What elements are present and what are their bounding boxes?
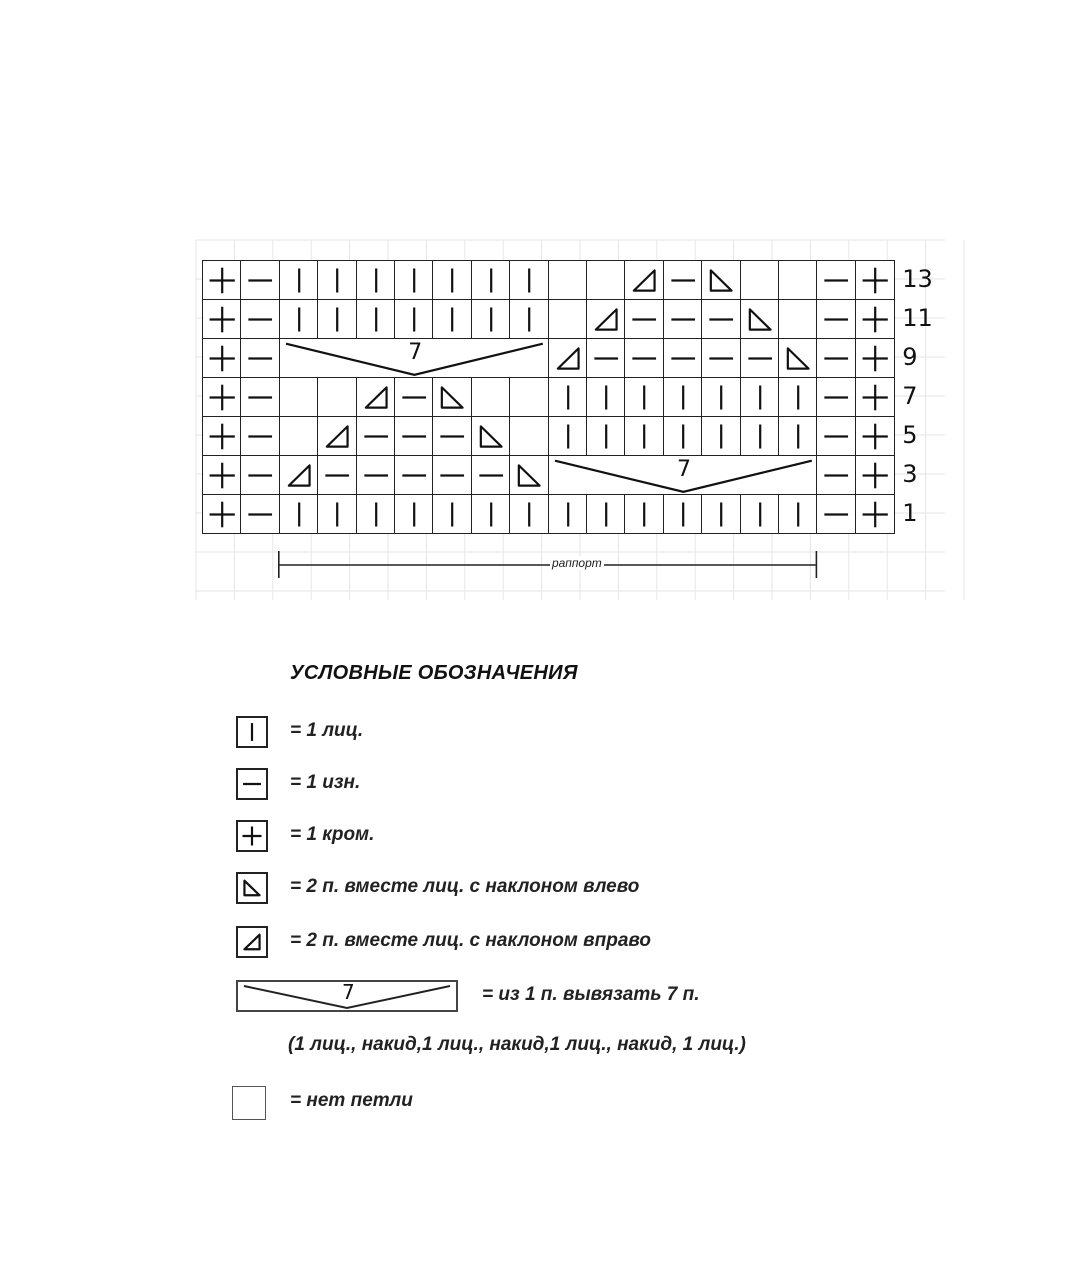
edge-stitch-cell	[855, 377, 895, 417]
knit-cell	[317, 494, 357, 534]
knit-cell	[624, 416, 664, 456]
knit-cell	[356, 260, 396, 300]
purl-cell	[816, 416, 856, 456]
row-number: 7	[902, 382, 918, 410]
row-number: 13	[902, 265, 933, 293]
no-stitch-cell	[778, 299, 818, 339]
no-stitch-cell	[509, 416, 549, 456]
row-number: 11	[902, 304, 933, 332]
knit-cell	[701, 416, 741, 456]
purl-cell	[240, 299, 280, 339]
no-stitch-cell	[471, 377, 511, 417]
purl-cell	[240, 455, 280, 495]
right-decrease-cell	[317, 416, 357, 456]
knit-cell	[509, 494, 549, 534]
purl-cell	[432, 455, 472, 495]
purl-cell	[740, 338, 780, 378]
no-stitch-cell	[740, 260, 780, 300]
purl-cell	[701, 338, 741, 378]
no-stitch-cell	[509, 377, 549, 417]
left-decrease-cell	[740, 299, 780, 339]
purl-cell	[586, 338, 626, 378]
knit-cell	[356, 299, 396, 339]
left-decrease-cell	[432, 377, 472, 417]
knit-cell	[279, 494, 319, 534]
purl-cell	[663, 299, 703, 339]
repeat-label: раппорт	[552, 556, 602, 570]
knit-cell	[471, 260, 511, 300]
knit-cell	[432, 260, 472, 300]
edge-stitch-cell	[202, 299, 242, 339]
purl-cell	[624, 299, 664, 339]
knit-cell	[317, 299, 357, 339]
purl-cell	[240, 377, 280, 417]
knit-cell	[663, 377, 703, 417]
knit-cell	[663, 494, 703, 534]
knit-cell	[740, 494, 780, 534]
repeat-bracket	[0, 548, 1072, 578]
legend-item-text: = 1 изн.	[290, 772, 361, 793]
fan-label: 7	[676, 457, 691, 482]
purl-cell	[394, 455, 434, 495]
knit-cell	[701, 377, 741, 417]
legend-item-text: = 2 п. вместе лиц. с наклоном влево	[290, 876, 640, 897]
purl-cell	[432, 416, 472, 456]
knit-cell	[394, 260, 434, 300]
purl-cell	[356, 455, 396, 495]
edge-stitch-cell	[855, 416, 895, 456]
edge-stitch-cell	[855, 299, 895, 339]
purl-cell	[240, 494, 280, 534]
edge-stitch-cell	[855, 494, 895, 534]
left-decrease-cell	[701, 260, 741, 300]
knit-cell	[701, 494, 741, 534]
right-decrease-cell	[279, 455, 319, 495]
row-number: 3	[902, 460, 918, 488]
no-stitch-cell	[279, 377, 319, 417]
purl-cell	[816, 494, 856, 534]
purl-cell	[356, 416, 396, 456]
edge-stitch-cell	[202, 260, 242, 300]
knit-cell	[778, 494, 818, 534]
right-decrease-cell	[356, 377, 396, 417]
purl-cell	[816, 299, 856, 339]
knit-cell	[279, 260, 319, 300]
knit-cell	[432, 494, 472, 534]
purl-cell	[240, 416, 280, 456]
edge-stitch-cell	[202, 455, 242, 495]
right-decrease-cell	[624, 260, 664, 300]
knit-cell	[586, 494, 626, 534]
no-stitch-cell	[548, 260, 588, 300]
no-stitch-cell	[279, 416, 319, 456]
left-decrease-cell	[778, 338, 818, 378]
edge-stitch-cell	[202, 494, 242, 534]
no-stitch-cell	[586, 260, 626, 300]
knit-cell	[471, 299, 511, 339]
knit-cell	[740, 416, 780, 456]
knit-cell	[317, 260, 357, 300]
edge-stitch-icon	[236, 820, 268, 852]
knit-cell	[548, 416, 588, 456]
legend-title: УСЛОВНЫЕ ОБОЗНАЧЕНИЯ	[290, 662, 578, 684]
purl-cell	[394, 416, 434, 456]
knit-cell	[663, 416, 703, 456]
purl-cell	[624, 338, 664, 378]
no-stitch-cell	[778, 260, 818, 300]
knit-cell	[394, 299, 434, 339]
edge-stitch-cell	[855, 455, 895, 495]
knit-cell	[471, 494, 511, 534]
left-decrease-cell	[471, 416, 511, 456]
knit-cell	[356, 494, 396, 534]
purl-cell	[816, 377, 856, 417]
left-decrease-cell	[509, 455, 549, 495]
knit-cell	[394, 494, 434, 534]
knit-cell	[586, 416, 626, 456]
row-number: 1	[902, 499, 918, 527]
purl-icon	[236, 768, 268, 800]
knit-cell	[740, 377, 780, 417]
edge-stitch-cell	[855, 260, 895, 300]
edge-stitch-cell	[202, 416, 242, 456]
purl-cell	[317, 455, 357, 495]
no-stitch-cell	[548, 299, 588, 339]
knit-cell	[548, 377, 588, 417]
legend-item-text: = 2 п. вместе лиц. с наклоном вправо	[290, 930, 651, 951]
knit-cell	[279, 299, 319, 339]
knit-cell	[778, 377, 818, 417]
edge-stitch-cell	[202, 377, 242, 417]
edge-stitch-cell	[855, 338, 895, 378]
no-stitch-cell	[317, 377, 357, 417]
purl-cell	[816, 338, 856, 378]
legend-item-text: = 1 лиц.	[290, 720, 364, 741]
right-decrease-icon	[236, 926, 268, 958]
purl-cell	[701, 299, 741, 339]
row-number: 9	[902, 343, 918, 371]
no-stitch-icon	[232, 1086, 266, 1120]
purl-cell	[471, 455, 511, 495]
edge-stitch-cell	[202, 338, 242, 378]
purl-cell	[240, 260, 280, 300]
legend-item-text: = нет петли	[290, 1090, 413, 1111]
legend-item-text: = 1 кром.	[290, 824, 375, 845]
fan-label: 7	[408, 340, 423, 365]
knit-cell	[586, 377, 626, 417]
knit-cell	[778, 416, 818, 456]
purl-cell	[816, 455, 856, 495]
purl-cell	[663, 338, 703, 378]
row-number: 5	[902, 421, 918, 449]
knit-cell	[624, 377, 664, 417]
fan-increase-icon	[236, 980, 458, 1012]
legend-note: (1 лиц., накид,1 лиц., накид,1 лиц., накид, 1 лиц.)	[288, 1034, 746, 1055]
right-decrease-cell	[548, 338, 588, 378]
knit-cell	[509, 299, 549, 339]
purl-cell	[816, 260, 856, 300]
knit-cell	[624, 494, 664, 534]
fan-icon-label: 7	[342, 980, 355, 1004]
fan-increase-cell	[279, 338, 549, 378]
knit-cell	[548, 494, 588, 534]
right-decrease-cell	[586, 299, 626, 339]
knit-cell	[509, 260, 549, 300]
purl-cell	[240, 338, 280, 378]
purl-cell	[394, 377, 434, 417]
left-decrease-icon	[236, 872, 268, 904]
legend-item-text: = из 1 п. вывязать 7 п.	[482, 984, 700, 1005]
knit-icon	[236, 716, 268, 748]
purl-cell	[663, 260, 703, 300]
fan-increase-cell	[548, 455, 818, 495]
knit-cell	[432, 299, 472, 339]
